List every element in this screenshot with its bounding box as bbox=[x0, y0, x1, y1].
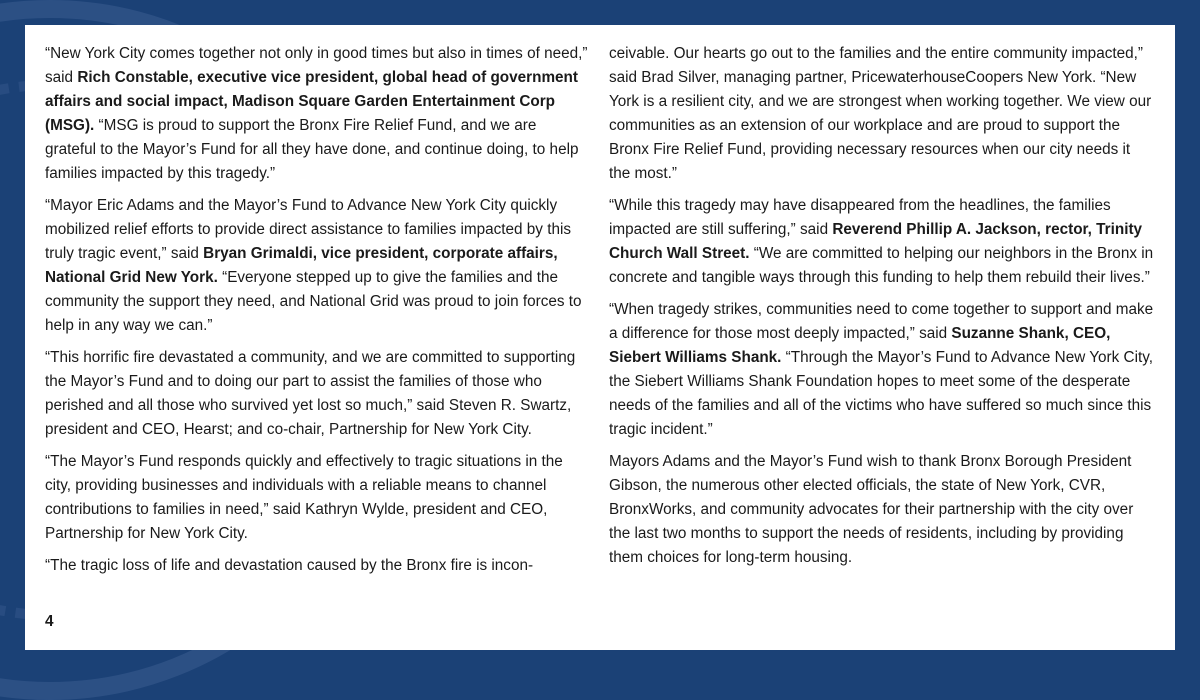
right-column bbox=[609, 42, 1155, 578]
quote-paragraph: “The tragic loss of life and devastation caused by the Bronx fire is incon- bbox=[45, 557, 534, 574]
speaker-name: Suzanne Shank, CEO, Siebert Williams Shank. bbox=[609, 325, 1111, 366]
quote-paragraph: “While this tragedy may have disappeared from the headlines, the families impacted are still suffering,” said Reverend Phillip A. Jackson, rector, Trinity Church Wall Street. “We are committed to helping our neighbors in the Bronx in concrete and tangible ways through this funding to help them rebuild their lives.” bbox=[609, 197, 1154, 286]
left-column bbox=[45, 42, 589, 586]
quote-paragraph: “When tragedy strikes, communities need to come together to support and make a difference for those most deeply impacted,” said Suzanne Shank, CEO, Siebert Williams Shank. “Through the Mayor’s Fund to Advance New York City, the Siebert Williams Shank Foundation hopes to meet some of the desperate needs of the families and all of the victims who have suffered so much since this tragic incident.” bbox=[609, 301, 1154, 438]
speaker-name: Bryan Grimaldi, vice president, corporate affairs, National Grid New York. bbox=[45, 245, 558, 286]
document-page bbox=[25, 25, 1175, 650]
quote-paragraph: “Mayor Eric Adams and the Mayor’s Fund to Advance New York City quickly mobilized relief efforts to provide direct assistance to families impacted by this truly tragic event,” said Bryan Grimaldi, vice president, corporate affairs, National Grid New York. “Everyone stepped up to give the families and the community the support they need, and National Grid was proud to join forces to help in any way we can.” bbox=[45, 197, 582, 334]
quote-paragraph: “This horrific fire devastated a community, and we are committed to supporting the Mayor’s Fund and to doing our part to assist the families of those who perished and all those who survived yet lost so much,” said Steven R. Swartz, president and CEO, Hearst; and co-chair, Partnership for New York City. bbox=[45, 349, 576, 438]
speaker-name: Rich Constable, executive vice president, global head of government affairs and social impact, Madison Square Garden Entertainment Corp (MSG). bbox=[45, 69, 578, 134]
page-number: 4 bbox=[45, 613, 54, 630]
quote-paragraph: “The Mayor’s Fund responds quickly and effectively to tragic situations in the city, providing businesses and individuals with a reliable means to channel contributions to families in need,” said Kathryn Wylde, president and CEO, Partnership for New York City. bbox=[45, 453, 563, 542]
speaker-name: Reverend Phillip A. Jackson, rector, Trinity Church Wall Street. bbox=[609, 221, 1143, 262]
quote-paragraph: “New York City comes together not only in good times but also in times of need,” said Rich Constable, executive vice president, global head of government affairs and social impact, Madison Square Garden Entertainment Corp (MSG). “MSG is proud to support the Bronx Fire Relief Fund, and we are grateful to the Mayor’s Fund for all they have done, and continue doing, to help families impacted by this tragedy.” bbox=[45, 45, 588, 182]
closing-paragraph: Mayors Adams and the Mayor’s Fund wish to thank Bronx Borough President Gibson, the numerous other elected officials, the state of New York, CVR, BronxWorks, and community advocates for their partnership with the city over the last two months to support the needs of residents, including by providing them choices for long-term housing. bbox=[609, 453, 1134, 566]
quote-paragraph: ceivable. Our hearts go out to the families and the entire community impacted,” said Brad Silver, managing partner, PricewaterhouseCoopers New York. “New York is a resilient city, and we are strongest when working together. We view our communities as an extension of our workplace and are proud to support the Bronx Fire Relief Fund, providing necessary resources when our city needs it the most.” bbox=[609, 45, 1152, 182]
